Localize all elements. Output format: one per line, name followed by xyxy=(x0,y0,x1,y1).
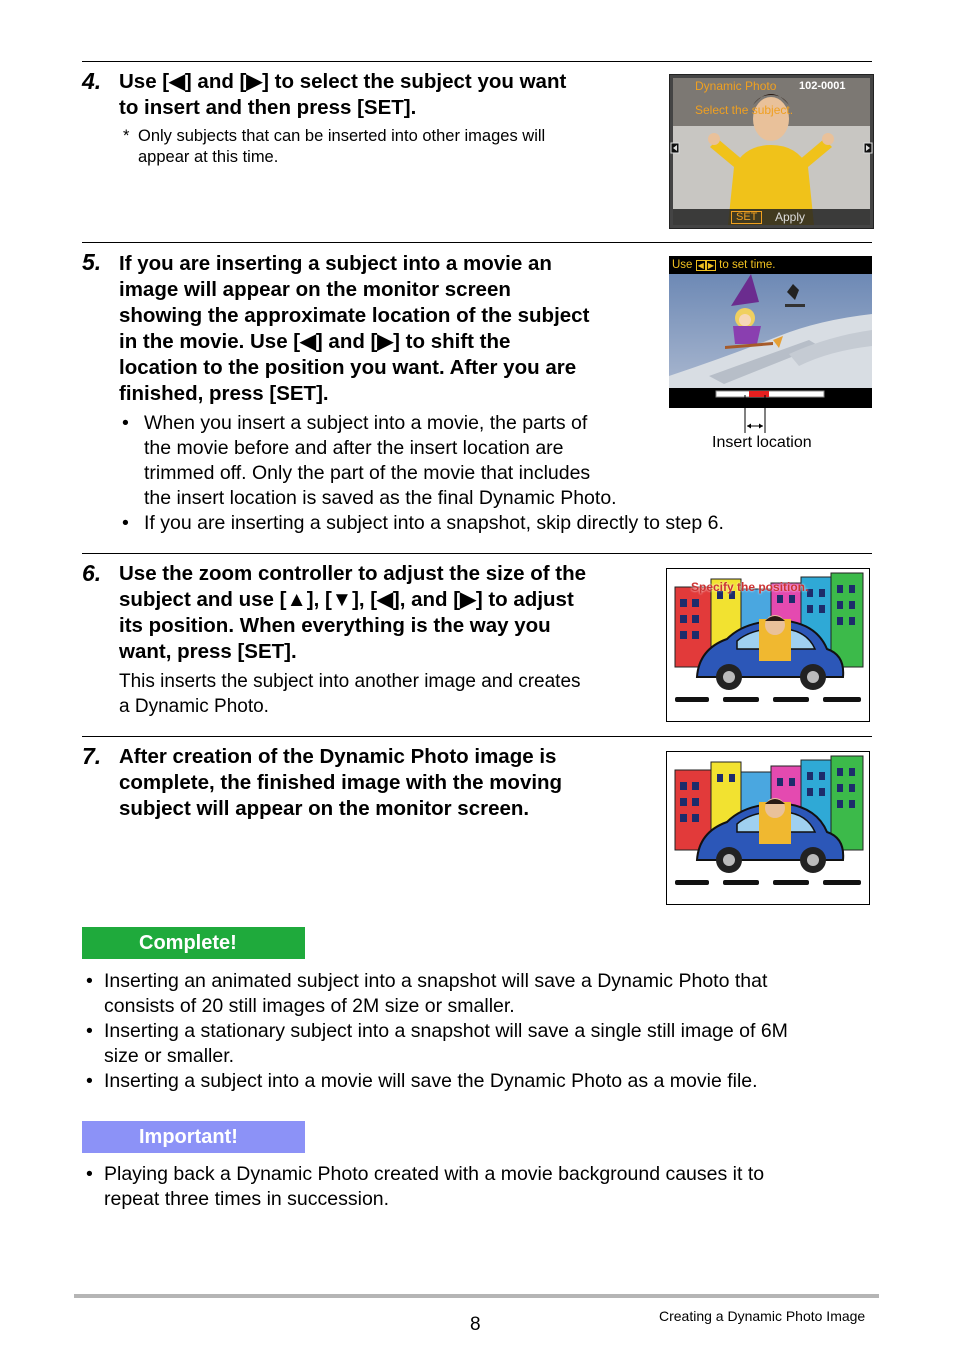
specify-position-prompt: Specify the position. xyxy=(691,580,809,594)
step-5-title xyxy=(119,251,589,407)
bullet-line: Playing back a Dynamic Photo created with a movie background causes it to xyxy=(104,1163,765,1185)
step-7-number: 7. xyxy=(82,743,102,769)
set-key-label: SET xyxy=(731,211,762,224)
step-5-title-line: finished, press [SET]. xyxy=(119,382,329,405)
complete-heading xyxy=(82,927,305,959)
complete-bullet-text xyxy=(104,1019,788,1069)
complete-bullet-text xyxy=(104,969,767,1019)
bullet-line: the insert location is saved as the final Dynamic Photo. xyxy=(144,487,617,509)
complete-bullet xyxy=(86,969,876,1019)
insert-location-pointer-icon xyxy=(740,395,770,435)
insert-location-caption: Insert location xyxy=(712,434,812,451)
bullet-line: Inserting a stationary subject into a snapshot will save a single still image of 6M xyxy=(104,1020,788,1042)
bullet-marker: • xyxy=(122,412,129,434)
complete-heading-label: Complete! xyxy=(139,932,237,954)
step-4-note-mark: * xyxy=(123,127,130,145)
step-5-number: 5. xyxy=(82,249,102,275)
step-5-title-line: If you are inserting a subject into a movie an xyxy=(119,252,552,275)
screen-file-number: 102-0001 xyxy=(799,80,846,92)
step-6-title xyxy=(119,561,586,665)
important-bullet-text xyxy=(104,1162,764,1212)
complete-bullet-text xyxy=(104,1069,758,1094)
important-heading xyxy=(82,1121,305,1153)
important-heading-label: Important! xyxy=(139,1126,238,1148)
left-arrow-icon: ◀ xyxy=(697,261,704,270)
finished-city-car-illustration xyxy=(667,752,869,904)
step-5-bullet-text: If you are inserting a subject into a snapshot, skip directly to step 6. xyxy=(144,512,724,534)
step-7-title-line: After creation of the Dynamic Photo image is xyxy=(119,745,557,768)
movie-frame-illustration xyxy=(669,256,872,408)
step-4-number: 4. xyxy=(82,68,102,94)
bullet-line: Inserting a subject into a movie will save the Dynamic Photo as a movie file. xyxy=(104,1070,758,1092)
complete-bullet xyxy=(86,1019,876,1069)
step-6-title-line: subject and use [▲], [▼], [◀], and [▶] to adjust xyxy=(119,588,574,611)
step-7-title-line: subject will appear on the monitor screen. xyxy=(119,797,530,820)
step-6-title-line: its position. When everything is the way you xyxy=(119,614,551,637)
bullet-marker: • xyxy=(86,1070,93,1092)
important-bullet xyxy=(86,1162,876,1212)
prompt-prefix: Use xyxy=(672,259,693,271)
section-divider xyxy=(82,242,872,243)
step-4-title-line: to insert and then press [SET]. xyxy=(119,96,417,119)
step-4-note-line: Only subjects that can be inserted into other images will xyxy=(138,127,546,145)
camera-screen-set-time xyxy=(669,256,872,408)
step-4-note-line: appear at this time. xyxy=(138,148,279,166)
step-5-title-line: in the movie. Use [◀] and [▶] to shift the xyxy=(119,330,511,353)
select-subject-illustration xyxy=(670,75,873,228)
bullet-line: consists of 20 still images of 2M size or smaller. xyxy=(104,995,515,1017)
step-6-body xyxy=(119,669,581,719)
bullet-line: size or smaller. xyxy=(104,1045,235,1067)
set-time-prompt xyxy=(672,259,775,271)
bullet-line: trimmed off. Only the part of the movie that includes xyxy=(144,462,591,484)
camera-screen-specify-position xyxy=(666,568,870,722)
bullet-line: the movie before and after the insert location are xyxy=(144,437,564,459)
step-6-title-line: Use the zoom controller to adjust the size of the xyxy=(119,562,586,585)
section-divider xyxy=(82,61,872,62)
step-6-number: 6. xyxy=(82,560,102,586)
page-number: 8 xyxy=(470,1314,481,1335)
step-5-bullet xyxy=(122,411,682,511)
footer-section-title: Creating a Dynamic Photo Image xyxy=(659,1308,866,1324)
bullet-marker: • xyxy=(86,970,93,992)
bullet-line: When you insert a subject into a movie, the parts of xyxy=(144,412,588,434)
screen-mode-label: Dynamic Photo xyxy=(695,79,777,93)
bullet-line: Inserting an animated subject into a snapshot will save a Dynamic Photo that xyxy=(104,970,768,992)
step-5-title-line: showing the approximate location of the subject xyxy=(119,304,590,327)
bullet-marker: • xyxy=(86,1020,93,1042)
step-4-title-line: Use [◀] and [▶] to select the subject you want xyxy=(119,70,567,93)
step-7-title-line: complete, the finished image with the moving xyxy=(119,771,563,794)
bullet-line: repeat three times in succession. xyxy=(104,1188,390,1210)
step-5-bullet-text xyxy=(144,411,617,511)
step-4-title xyxy=(119,69,566,121)
step-5-title-line: location to the position you want. After you are xyxy=(119,356,577,379)
body-line: a Dynamic Photo. xyxy=(119,696,269,717)
camera-screen-select-subject xyxy=(669,74,874,229)
body-line: This inserts the subject into another image and creates xyxy=(119,671,581,692)
prompt-suffix: to set time. xyxy=(719,259,776,271)
step-5-title-line: image will appear on the monitor screen xyxy=(119,278,511,301)
step-5-bullet xyxy=(122,511,822,537)
complete-bullet xyxy=(86,1069,876,1095)
bullet-marker: • xyxy=(122,512,129,534)
step-7-title xyxy=(119,744,562,822)
set-action-label: Apply xyxy=(775,210,806,224)
step-6-title-line: want, press [SET]. xyxy=(119,640,297,663)
screen-prompt: Select the subject. xyxy=(695,103,794,117)
footer-rule xyxy=(74,1294,879,1298)
right-arrow-icon: ▶ xyxy=(707,261,714,270)
section-divider xyxy=(82,553,872,554)
camera-screen-finished-image xyxy=(666,751,870,905)
bullet-marker: • xyxy=(86,1163,93,1185)
step-4-note xyxy=(138,126,545,168)
section-divider xyxy=(82,736,872,737)
